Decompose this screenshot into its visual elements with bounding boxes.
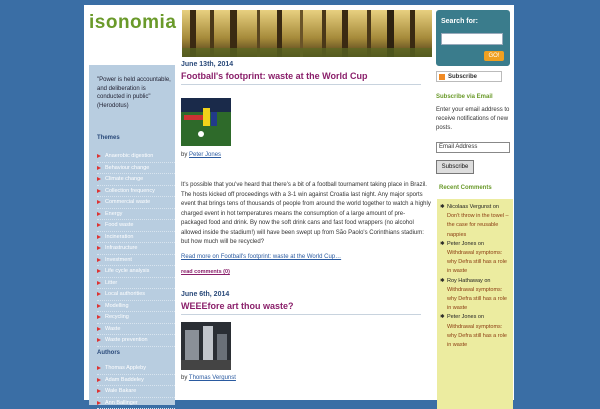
post-thumbnail bbox=[181, 322, 231, 370]
theme-item[interactable]: Incineration bbox=[97, 232, 175, 244]
author-item[interactable]: Ann Ballinger bbox=[97, 398, 175, 409]
authors-list bbox=[97, 363, 175, 409]
arrow-icon bbox=[97, 200, 101, 204]
author-link[interactable]: Thomas Vergunst bbox=[189, 375, 236, 381]
post-title[interactable]: WEEEfore art thou waste? bbox=[181, 301, 294, 311]
arrow-icon bbox=[97, 292, 101, 296]
email-field[interactable]: Email Address bbox=[436, 142, 510, 153]
theme-item[interactable]: Recycling bbox=[97, 312, 175, 324]
read-more-link[interactable]: Read more on Football's footprint: waste at the World Cup… bbox=[181, 254, 341, 260]
theme-item[interactable]: Litter bbox=[97, 278, 175, 290]
rss-icon bbox=[439, 74, 445, 80]
search-go-button[interactable]: GO! bbox=[484, 51, 504, 61]
recent-comment: ✱ Peter Jones on Withdrawal symptoms: why Defra still has a role in waste bbox=[440, 240, 510, 277]
divider bbox=[181, 314, 421, 315]
arrow-icon bbox=[97, 304, 101, 308]
post-title[interactable]: Football's footprint: waste at the World Cup bbox=[181, 71, 367, 81]
search-label: Search for: bbox=[441, 18, 478, 25]
site-title[interactable]: isonomia bbox=[89, 12, 176, 34]
author-item[interactable]: Thomas Appleby bbox=[97, 363, 175, 375]
recent-comments-box bbox=[437, 199, 513, 409]
search-input[interactable] bbox=[441, 33, 503, 45]
arrow-icon bbox=[97, 338, 101, 342]
arrow-icon bbox=[97, 166, 101, 170]
arrow-icon bbox=[97, 154, 101, 158]
theme-item[interactable]: Food waste bbox=[97, 220, 175, 232]
theme-item[interactable]: Waste prevention bbox=[97, 335, 175, 347]
theme-item[interactable]: Modelling bbox=[97, 301, 175, 313]
theme-item[interactable]: Life cycle analysis bbox=[97, 266, 175, 278]
arrow-icon bbox=[97, 281, 101, 285]
author-link[interactable]: Peter Jones bbox=[189, 152, 221, 158]
arrow-icon bbox=[97, 401, 101, 405]
theme-item[interactable]: Commercial waste bbox=[97, 197, 175, 209]
header-banner-image bbox=[182, 10, 432, 57]
theme-item[interactable]: Anaerobic digestion bbox=[97, 151, 175, 163]
left-sidebar bbox=[89, 65, 175, 405]
author-item[interactable]: Adam Baddeley bbox=[97, 375, 175, 387]
subscribe-button[interactable]: Subscribe bbox=[436, 160, 474, 174]
email-subscribe-text: Enter your email address to receive notifications of new posts. bbox=[436, 106, 512, 133]
page bbox=[84, 5, 514, 400]
divider bbox=[181, 84, 421, 85]
post-date: June 6th, 2014 bbox=[181, 291, 229, 298]
search-box bbox=[436, 10, 510, 66]
theme-item[interactable]: Collection frequency bbox=[97, 186, 175, 198]
post-date: June 13th, 2014 bbox=[181, 61, 233, 68]
post-thumbnail bbox=[181, 98, 231, 146]
arrow-icon bbox=[97, 246, 101, 250]
arrow-icon bbox=[97, 389, 101, 393]
comments-link[interactable]: read comments (0) bbox=[181, 269, 230, 275]
arrow-icon bbox=[97, 212, 101, 216]
arrow-icon bbox=[97, 378, 101, 382]
arrow-icon bbox=[97, 177, 101, 181]
authors-heading: Authors bbox=[97, 350, 120, 356]
recent-comments-heading: Recent Comments bbox=[439, 185, 492, 191]
theme-item[interactable]: Waste bbox=[97, 324, 175, 336]
arrow-icon bbox=[97, 366, 101, 370]
recent-comment: ✱ Peter Jones on Withdrawal symptoms: why Defra still has a role in waste bbox=[440, 313, 510, 350]
theme-item[interactable]: Local authorities bbox=[97, 289, 175, 301]
themes-list bbox=[97, 151, 175, 347]
theme-item[interactable]: Behaviour change bbox=[97, 163, 175, 175]
theme-item[interactable]: Energy bbox=[97, 209, 175, 221]
theme-item[interactable]: Climate change bbox=[97, 174, 175, 186]
arrow-icon bbox=[97, 189, 101, 193]
author-item[interactable]: Wale Bakare bbox=[97, 386, 175, 398]
arrow-icon bbox=[97, 327, 101, 331]
arrow-icon bbox=[97, 269, 101, 273]
arrow-icon bbox=[97, 258, 101, 262]
arrow-icon bbox=[97, 235, 101, 239]
arrow-icon bbox=[97, 315, 101, 319]
post-byline: by Thomas Vergunst bbox=[181, 375, 236, 381]
recent-comment: ✱ Nicolaas Vergunst on Don't throw in the towel – the case for reusable nappies bbox=[440, 203, 510, 240]
email-subscribe-heading: Subscribe via Email bbox=[436, 94, 493, 100]
theme-item[interactable]: Infrastructure bbox=[97, 243, 175, 255]
arrow-icon bbox=[97, 223, 101, 227]
rss-subscribe-badge[interactable]: Subscribe bbox=[436, 71, 502, 82]
post-byline: by Peter Jones bbox=[181, 152, 221, 158]
sidebar-quote: "Power is held accountable, and deliberation is conducted in public" (Herodotus) bbox=[97, 76, 171, 110]
recent-comment: ✱ Roy Hathaway on Withdrawal symptoms: why Defra still has a role in waste bbox=[440, 277, 510, 314]
theme-item[interactable]: Investment bbox=[97, 255, 175, 267]
post-body: It's possible that you've heard that there's a bit of a football tournament taking place in Brazil. The hosts kicked off proceedings with a 3-1 win against Croatia last night. Any major sports event that brings tens of thousands of people from around the world together to watch a highly charged event in hot temperatures means the consumption of a large amount of pre-packaged food and drink. By now the soft drink cans and fast food wrappers (no alcohol allowed inside the stadium!) will have been swept up from São Paolo's Corinthians stadium: but how much will be recycled? bbox=[181, 181, 431, 248]
themes-heading: Themes bbox=[97, 135, 120, 141]
